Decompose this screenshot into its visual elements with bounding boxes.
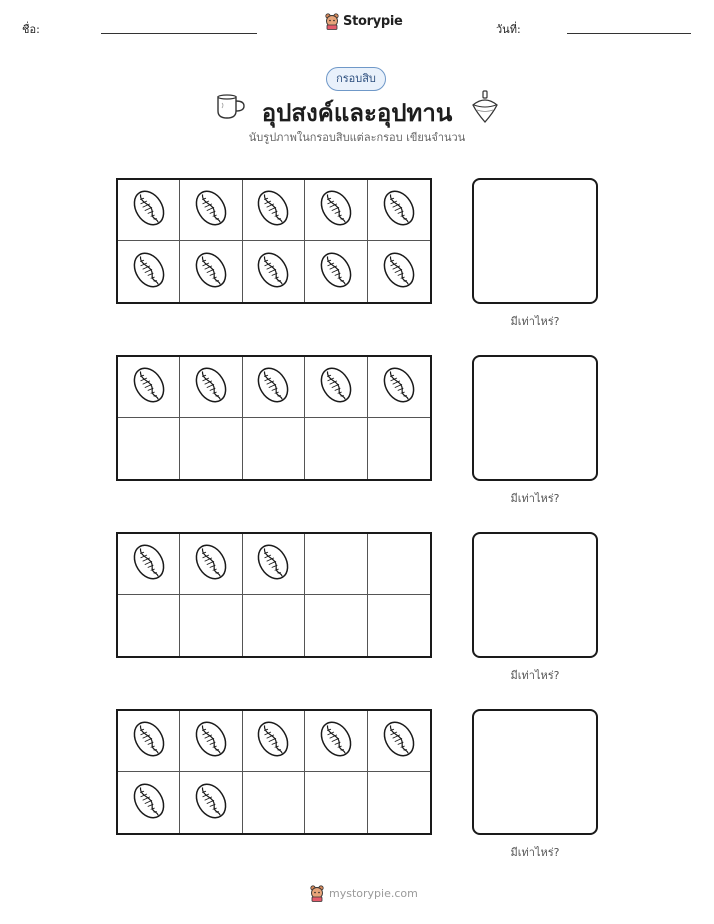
ten-frame-cell (305, 772, 367, 833)
ten-frame-cell (118, 534, 180, 595)
ten-frame-cell (368, 595, 430, 656)
ten-frame-cell (243, 595, 305, 656)
cowrie-shell-icon (253, 717, 293, 765)
cowrie-shell-icon (316, 363, 356, 411)
answer-box[interactable] (472, 178, 598, 304)
ten-frame-cell (118, 357, 180, 418)
ten-frame-cell (118, 180, 180, 241)
ten-frame-cell (305, 711, 367, 772)
page-title: อุปสงค์และอุปทาน (261, 99, 453, 127)
cowrie-shell-icon (253, 540, 293, 588)
how-many-label: มีเท่าไหร่? (510, 669, 560, 682)
ten-frame-cell (368, 711, 430, 772)
ten-frame-cell (118, 772, 180, 833)
ten-frame (116, 178, 432, 304)
how-many-label: มีเท่าไหร่? (510, 846, 560, 859)
ten-frame-cell (180, 418, 242, 479)
footer (309, 884, 418, 902)
cowrie-shell-icon (379, 248, 419, 296)
ten-frame-cell (180, 534, 242, 595)
ten-frame-cell (368, 357, 430, 418)
cowrie-shell-icon (191, 363, 231, 411)
answer-box[interactable] (472, 355, 598, 481)
cowrie-shell-icon (379, 717, 419, 765)
date-label: วันที่: (496, 23, 521, 36)
date-line (567, 33, 691, 34)
cowrie-shell-icon (253, 248, 293, 296)
cowrie-shell-icon (129, 363, 169, 411)
spinning-top-icon (470, 89, 500, 125)
name-line (101, 33, 257, 34)
how-many-label: มีเท่าไหร่? (510, 315, 560, 328)
ten-frame-cell (118, 418, 180, 479)
storypie-mascot-icon (324, 12, 340, 30)
ten-frame-cell (118, 711, 180, 772)
ten-frame-cell (305, 595, 367, 656)
ten-frame-cell (180, 241, 242, 302)
cowrie-shell-icon (191, 540, 231, 588)
ten-frame-cell (243, 534, 305, 595)
cowrie-shell-icon (253, 186, 293, 234)
ten-frame-cell (305, 241, 367, 302)
cowrie-shell-icon (129, 779, 169, 827)
brand-name: Storypie (343, 13, 403, 29)
cowrie-shell-icon (316, 186, 356, 234)
storypie-mascot-icon (309, 884, 325, 902)
ten-frame (116, 532, 432, 658)
ten-frame-cell (243, 418, 305, 479)
how-many-label: มีเท่าไหร่? (510, 492, 560, 505)
ten-frame-cell (368, 180, 430, 241)
ten-frame (116, 709, 432, 835)
ten-frame-cell (368, 241, 430, 302)
brand-logo (324, 12, 403, 30)
ten-frame-cell (368, 772, 430, 833)
cowrie-shell-icon (316, 248, 356, 296)
footer-url: mystorypie.com (329, 886, 418, 900)
ten-frame-cell (243, 357, 305, 418)
cowrie-shell-icon (129, 540, 169, 588)
ten-frame-cell (368, 418, 430, 479)
cowrie-shell-icon (191, 779, 231, 827)
ten-frame-cell (180, 357, 242, 418)
cowrie-shell-icon (316, 717, 356, 765)
answer-box[interactable] (472, 709, 598, 835)
ten-frame-cell (243, 180, 305, 241)
cowrie-shell-icon (129, 186, 169, 234)
cowrie-shell-icon (191, 717, 231, 765)
ten-frame-cell (243, 241, 305, 302)
cowrie-shell-icon (191, 248, 231, 296)
topic-badge: กรอบสิบ (326, 67, 386, 91)
ten-frame-cell (243, 772, 305, 833)
answer-box[interactable] (472, 532, 598, 658)
ten-frame-cell (368, 534, 430, 595)
ten-frame-cell (180, 180, 242, 241)
cowrie-shell-icon (129, 248, 169, 296)
ten-frame-cell (305, 418, 367, 479)
cowrie-shell-icon (379, 186, 419, 234)
ten-frame-cell (305, 357, 367, 418)
instructions: นับรูปภาพในกรอบสิบแต่ละกรอบ เขียนจำนวน (248, 131, 466, 144)
ten-frame (116, 355, 432, 481)
cowrie-shell-icon (379, 363, 419, 411)
ten-frame-cell (180, 711, 242, 772)
ten-frame-cell (305, 180, 367, 241)
ten-frame-cell (180, 772, 242, 833)
cowrie-shell-icon (253, 363, 293, 411)
ten-frame-cell (180, 595, 242, 656)
name-label: ชื่อ: (22, 23, 40, 36)
ten-frame-cell (118, 595, 180, 656)
cowrie-shell-icon (191, 186, 231, 234)
ten-frame-cell (118, 241, 180, 302)
ten-frame-cell (305, 534, 367, 595)
cowrie-shell-icon (129, 717, 169, 765)
ten-frame-cell (243, 711, 305, 772)
